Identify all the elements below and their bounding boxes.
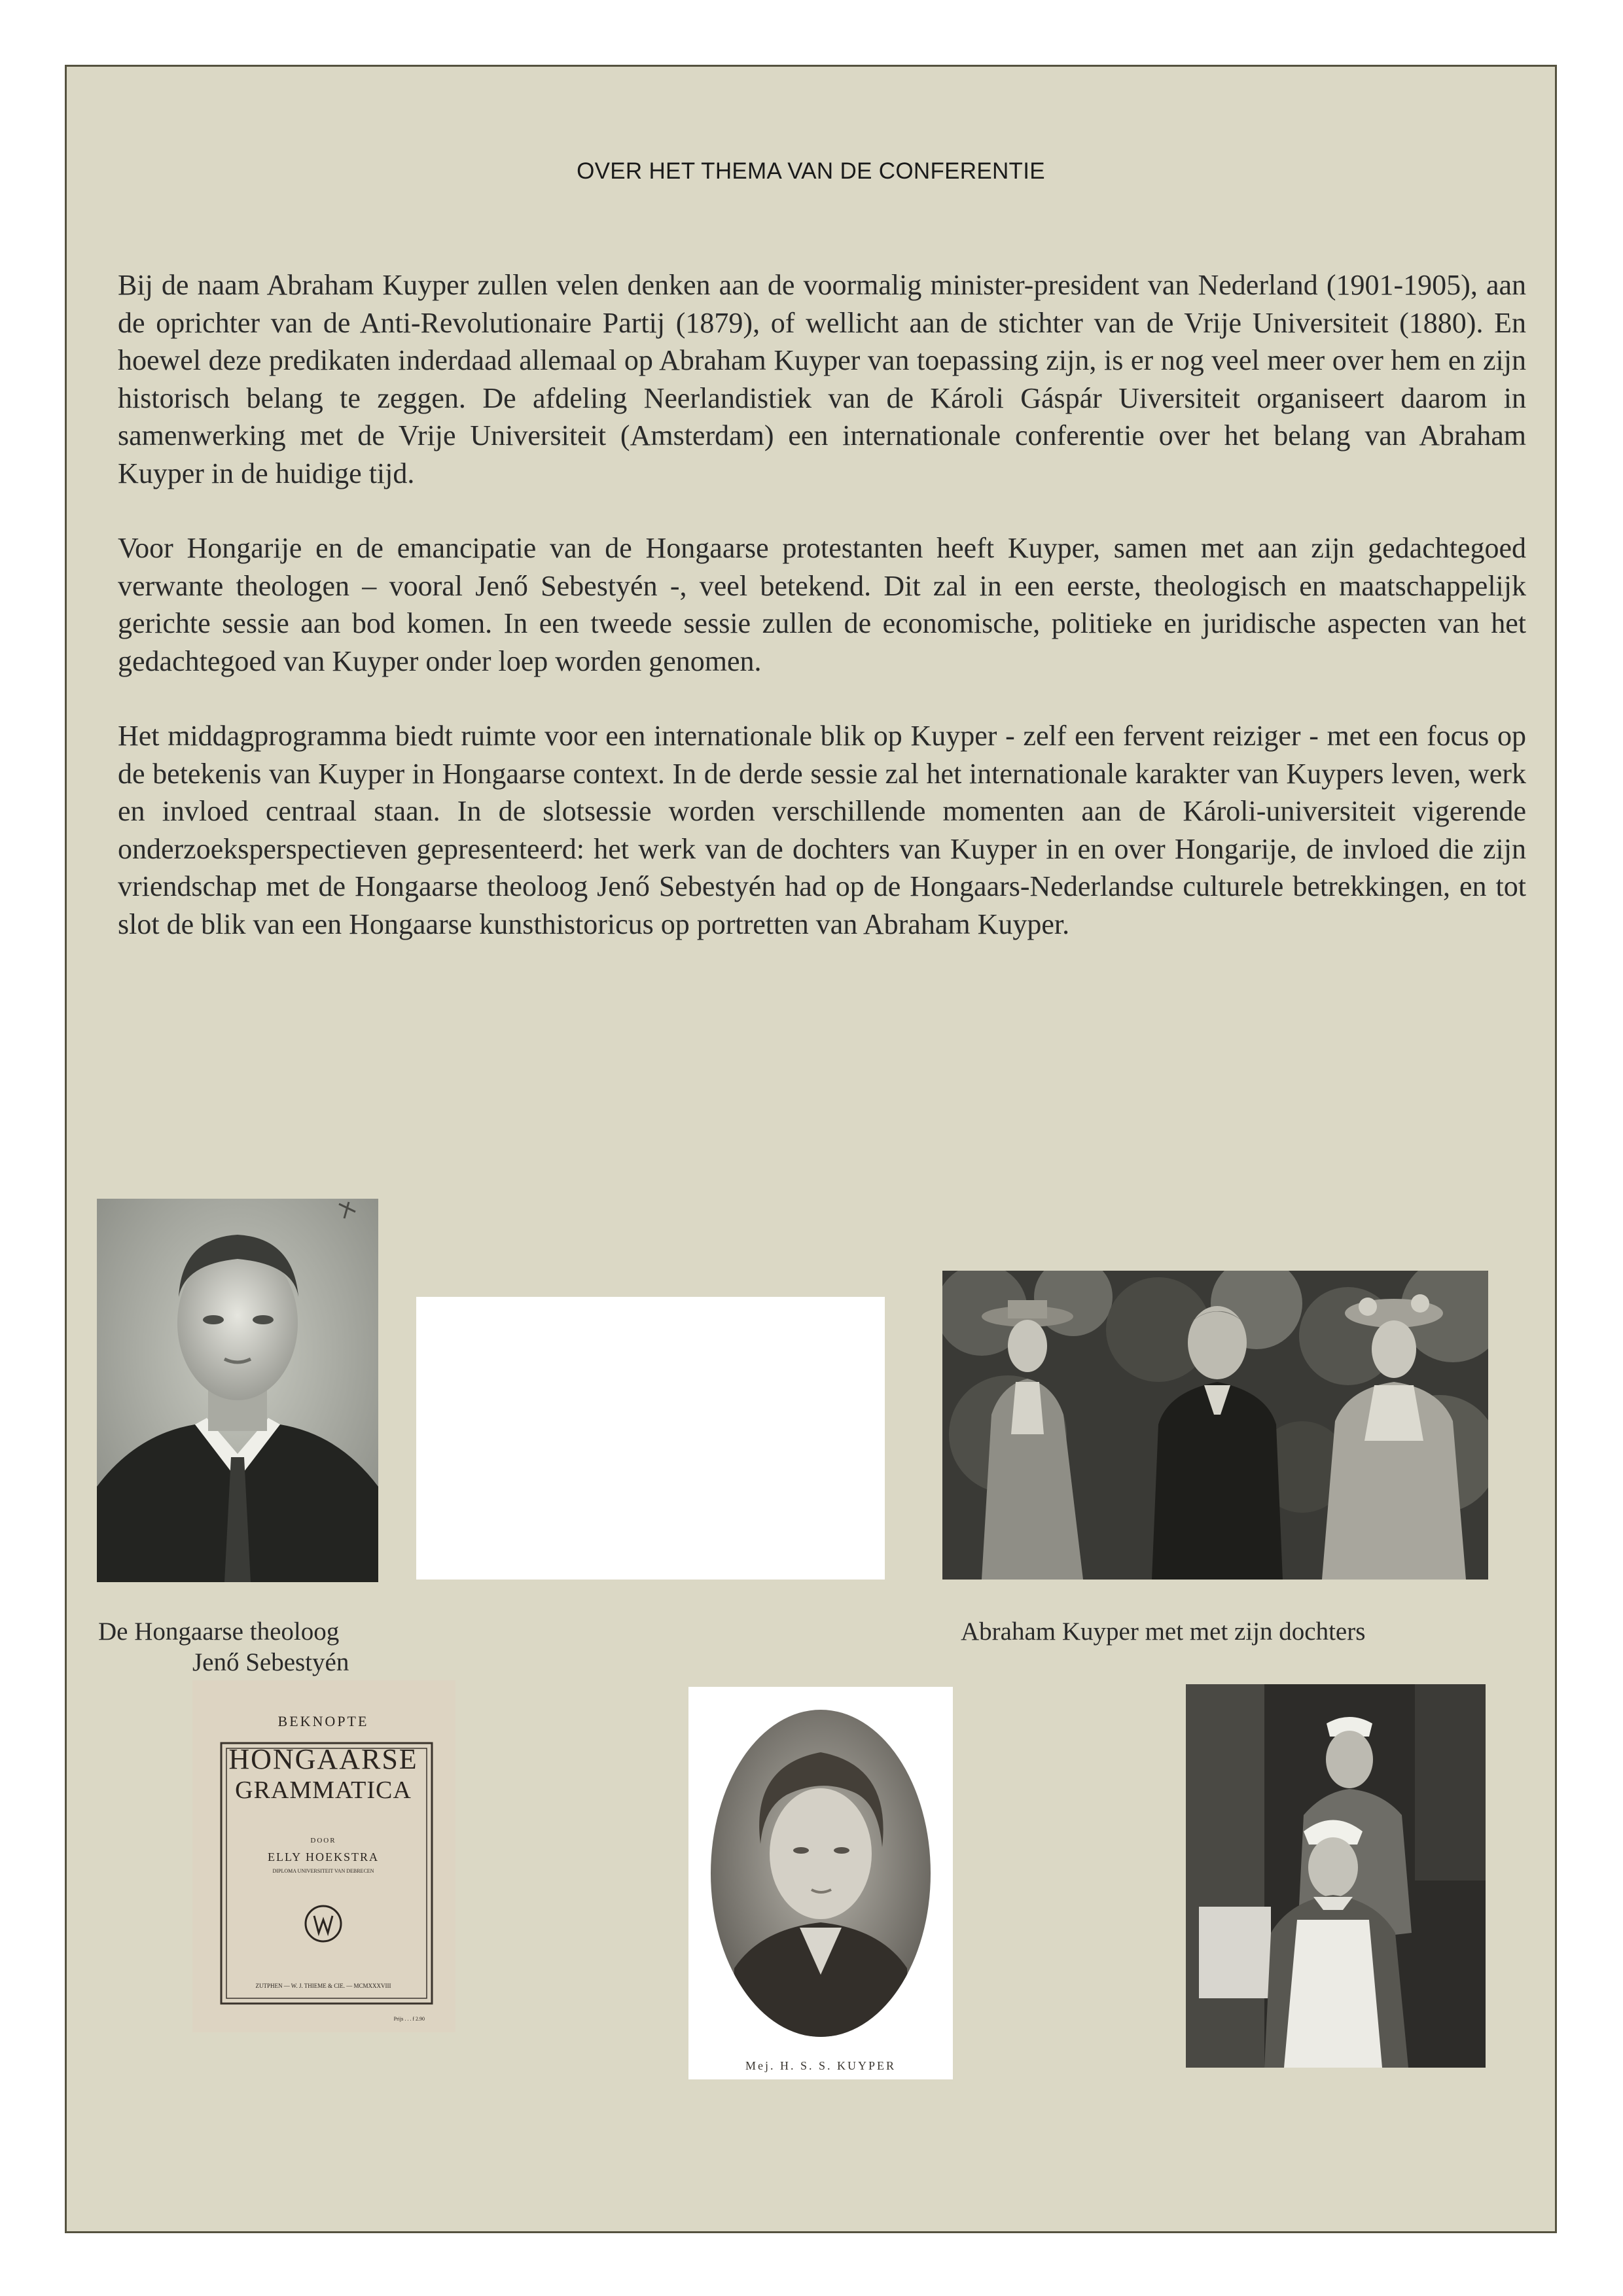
portrait-label: Mej. H. S. S. KUYPER [745, 2059, 897, 2072]
book-line1: BEKNOPTE [277, 1713, 369, 1729]
book-price: Prijs . . . f 2.90 [393, 2016, 425, 2022]
caption-sebestyen-line1: De Hongaarse theoloog [98, 1617, 340, 1646]
book-door: DOOR [310, 1837, 336, 1845]
book-author: ELLY HOEKSTRA [267, 1850, 380, 1863]
caption-sebestyen-line2: Jenő Sebestyén [192, 1648, 349, 1676]
book-line2: HONGAARSE [228, 1743, 418, 1775]
paragraph-2: Voor Hongarije en de emancipatie van de Hongaarse protestanten heeft Kuyper, samen met aan zijn gedachtegoed verwante theologen – vooral Jenő Sebestyén -, veel betekend. Dit zal in een eerste, theologisch en maatschappelijk gerichte sessie aan bod komen. In een tweede sessie zullen de economische, politieke en juridische aspecten van het gedachtegoed van Kuyper onder loep worden genomen. [118, 532, 1526, 677]
book-line3: GRAMMATICA [235, 1776, 412, 1804]
document-panel [65, 65, 1557, 2233]
book-publisher: ZUTPHEN — W. J. THIEME & CIE. — MCMXXXVIII [255, 1983, 391, 1989]
page-title: OVER HET THEMA VAN DE CONFERENTIE [577, 158, 1045, 184]
photo-two-nurses [1186, 1684, 1486, 2068]
photo-oval-portrait [688, 1687, 953, 2079]
body-text [118, 266, 1526, 980]
photo-kuyper-with-daughters [942, 1271, 1488, 1580]
blank-image [416, 1297, 885, 1580]
book-author-sub: DIPLOMA UNIVERSITEIT VAN DEBRECEN [272, 1868, 374, 1874]
paragraph-3: Het middagprogramma biedt ruimte voor een internationale blik op Kuyper - zelf een fervent reiziger - met een focus op de betekenis van Kuyper in Hongaarse context. In de derde sessie zal het internationale karakter van Kuypers leven, werk en invloed centraal staan. In de slotsessie worden verschillende momenten aan de Károli-universiteit vigerende onderzoeksperspectieven gepresenteerd: het werk van de dochters van Kuyper in en over Hongarije, de invloed die zijn vriendschap met de Hongaarse theoloog Jenő Sebestyén had op de Hongaars-Nederlandse culturele betrekkingen, en tot slot de blik van een Hongaarse kunsthistoricus op portretten van Abraham Kuyper. [118, 720, 1526, 940]
photo-sebestyen-portrait [97, 1199, 378, 1582]
photo-book-cover [192, 1680, 455, 2032]
caption-kuyper-daughters: Abraham Kuyper met met zijn dochters [961, 1617, 1366, 1646]
paragraph-1: Bij de naam Abraham Kuyper zullen velen denken aan de voormalig minister-president van Nederland (1901-1905), aan de oprichter van de Anti-Revolutionaire Partij (1879), of wellicht aan de stichter van de Vrije Universiteit (1880). En hoewel deze predikaten inderdaad allemaal op Abraham Kuyper van toepassing zijn, is er nog veel meer over hem en zijn historisch belang te zeggen. De afdeling Neerlandistiek van de Károli Gáspár Uiversiteit organiseert daarom in samenwerking met de Vrije Universiteit (Amsterdam) een internationale conferentie over het belang van Abraham Kuyper in de huidige tijd. [118, 269, 1526, 489]
